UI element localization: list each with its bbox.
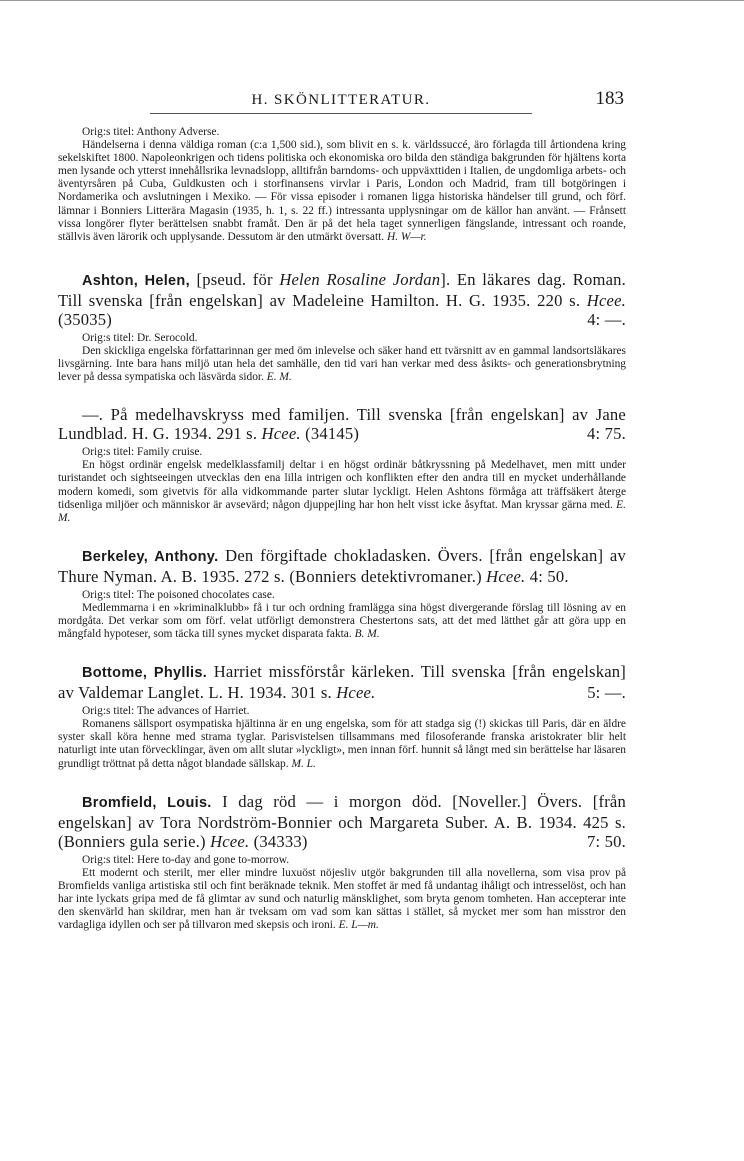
reviewer-signature: M. L.	[291, 757, 316, 770]
review-text: Händelserna i denna väldiga roman (c:a 1,500 sid.), som blivit en s. k. världssuccé, äro förlagda till årtiondena kring sekelskiftet 1800. Napoleonkrigen och tidens politiska och ekonomiska oro bilda den ständiga bakgrunden för hjältens korta men lysande och ytterst innehållsrika levnadslopp, alltifrån barndoms- och uppväxttiden i Italien, de ungdomliga arbets- och äventyrsåren på Cuba, Guldkusten och i storfinansens virvlar i Paris, London och Madrid, fram till botgöringen i Nordamerika och avslutningen i Mexiko. — För vissa episoder i romanen ligga historiska händelser till grund, och förf. lämnar i Bonniers Litterära Magasin (1935, h. 1, s. 22 ff.) intressanta upplysningar om de källor han använt. — Frånsett vissa longörer flyter berättelsen snabbt framåt. Den är på det hela taget synnerligen fängslande, intressant och roande, ställvis även lärorik och upplysande. Dessutom är den utmärkt översatt. H. W—r.	[58, 139, 626, 243]
review-text: En högst ordinär engelsk medelklassfamilj deltar i en högst ordinär båtkryssning på Medelhavet, men mitt under turistandet och sightseeingen utvecklas den ena lilla intrigen och konflikten efter den andra till en mycket underhållande modern komedi, som givetvis för alla vidkommande parter slutar lyckligt. Helen Ashtons förmåga att träffsäkert återge tidsenliga miljöer och människor är avsevärd; någon djuppejling har hon helt visst icke åsyftat. Man kryssar gärna med. E. M.	[58, 459, 626, 524]
original-title: Orig:s titel: Anthony Adverse.	[82, 126, 220, 138]
entry-berkeley	[58, 546, 626, 641]
entry-ashton	[58, 270, 626, 384]
reviewer-signature: E. M.	[58, 498, 626, 524]
classification: Hcee.	[486, 566, 526, 586]
reviewer-signature: E. M.	[266, 371, 292, 384]
reviewer-signature: B. M.	[354, 628, 380, 641]
top-border	[0, 0, 744, 1]
running-title: H. SKÖNLITTERATUR.	[251, 92, 431, 108]
entry-author: Bottome, Phyllis.	[82, 665, 208, 682]
original-title: Orig:s titel: Here to-day and gone to-morrow.	[82, 853, 290, 866]
original-title: Orig:s titel: Dr. Serocold.	[82, 331, 198, 344]
entry-heading: Bromfield, Louis. I dag röd — i morgon död. [Noveller.] Övers. [från engelskan] av Tora Nordström-Bonnier och Margareta Suber. A. B. 1934. 425 s. (Bonniers gula serie.) Hcee. (34333) 7: 50.	[58, 791, 626, 851]
reviewer-signature: H. W—r.	[387, 230, 427, 243]
entry-bromfield	[58, 792, 626, 933]
review-text: Ett modernt och sterilt, mer eller mindre luxuöst nöjesliv utgör bakgrunden till alla novellerna, som visa prov på Bromfields vanliga artistiska stil och fint beräknade teknik. Men stoffet är med få undantag ihåligt och intresselöst, och han har inte lyckats gripa med de få glimtar av sund och naturlig mänsklighet, som bryta genom tomheten. Han accepterar inte den skenvärld han skildrar, men han är tveksam om vad som kan sättas i stället, så mycket mer som han misstror den vardagliga idyllen och ser på tillvaron med skepsis och ironi. E. L—m.	[58, 866, 626, 932]
original-title: Orig:s titel: The advances of Harriet.	[82, 705, 250, 718]
review-text: Romanens sällsport osympatiska hjältinna är en ung engelska, som för att stadga sig (!) skickas till Paris, där en äldre syster skall köra henne med strama tyglar. Parisvistelsen tillsammans med filosoferande franska aristokrater blir helt naturligt inte utan förvecklingar, även om allt slutar »lyckligt», men innan förf. hunnit så långt med sin berättelse har läsaren grundligt tröttnat på detta något blandade sällskap. M. L.	[58, 718, 626, 770]
classification: Hcee.	[586, 290, 626, 310]
entry-heading: Bottome, Phyllis. Harriet missförstår kärleken. Till svenska [från engelskan] av Valdemar Langlet. L. H. 1934. 301 s. Hcee. 5: —.	[58, 662, 626, 703]
entry-price: 7: 50.	[587, 831, 626, 851]
page-number: 183	[595, 88, 624, 109]
entry-price: 4: 50.	[529, 566, 569, 586]
entry-ashton-medelhavskryss	[58, 405, 626, 525]
classification: Hcee.	[336, 683, 376, 703]
entry-author: Bromfield, Louis.	[82, 794, 212, 811]
classification: Hcee.	[261, 424, 301, 444]
entry-heading: Ashton, Helen, [pseud. för Helen Rosaline Jordan]. En läkares dag. Roman. Till svenska [från engelskan] av Madeleine Hamilton. H. G. 1935. 220 s. Hcee. (35035) 4: —.	[58, 269, 626, 329]
entry-heading: —. På medelhavskryss med familjen. Till svenska [från engelskan] av Jane Lundblad. H. G. 1934. 291 s. Hcee. (34145) 4: 75.	[58, 405, 626, 444]
page-content	[58, 126, 626, 932]
classification: Hcee.	[210, 831, 250, 851]
entry-price: 4: 75.	[587, 424, 626, 444]
entry-heading: Berkeley, Anthony. Den förgiftade chokladasken. Övers. [från engelskan] av Thure Nyman. A. B. 1935. 272 s. (Bonniers detektivromaner.) Hcee. 4: 50.	[58, 545, 626, 586]
entry-price: 4: —.	[587, 309, 626, 329]
entry-bottome	[58, 662, 626, 770]
pseudonym: Helen Rosaline Jordan	[279, 269, 441, 289]
header-rule	[150, 113, 532, 114]
original-title: Orig:s titel: The poisoned chocolates case.	[82, 588, 275, 601]
intro-review	[58, 126, 626, 244]
original-title: Orig:s titel: Family cruise.	[82, 446, 203, 459]
entry-price: 5: —.	[587, 683, 626, 703]
entry-author: Berkeley, Anthony.	[82, 548, 219, 565]
reviewer-signature: E. L—m.	[338, 919, 379, 932]
review-text: Medlemmarna i en »kriminalklubb» få i tur och ordning framlägga sina högst divergerande förslag till lösning av en mordgåta. Det verkar som om förf. velat utförligt demonstrera Chestertons sats, att det med lätthet går att göra upp en mångfald hypoteser, som täcka till synes mycket disparata fakta. B. M.	[58, 601, 626, 641]
entry-author: Ashton, Helen,	[82, 272, 190, 289]
review-text: Den skickliga engelska författarinnan ger med öm inlevelse och säker hand ett tvärsnitt av en gammal landsortsläkares livsgärning. Inte bara hans miljö utan hela det samhälle, den tid vari han verkar med dess åsikts- och generationsbrytning lever på dessa sympatiska och läsvärda sidor. E. M.	[58, 344, 626, 384]
